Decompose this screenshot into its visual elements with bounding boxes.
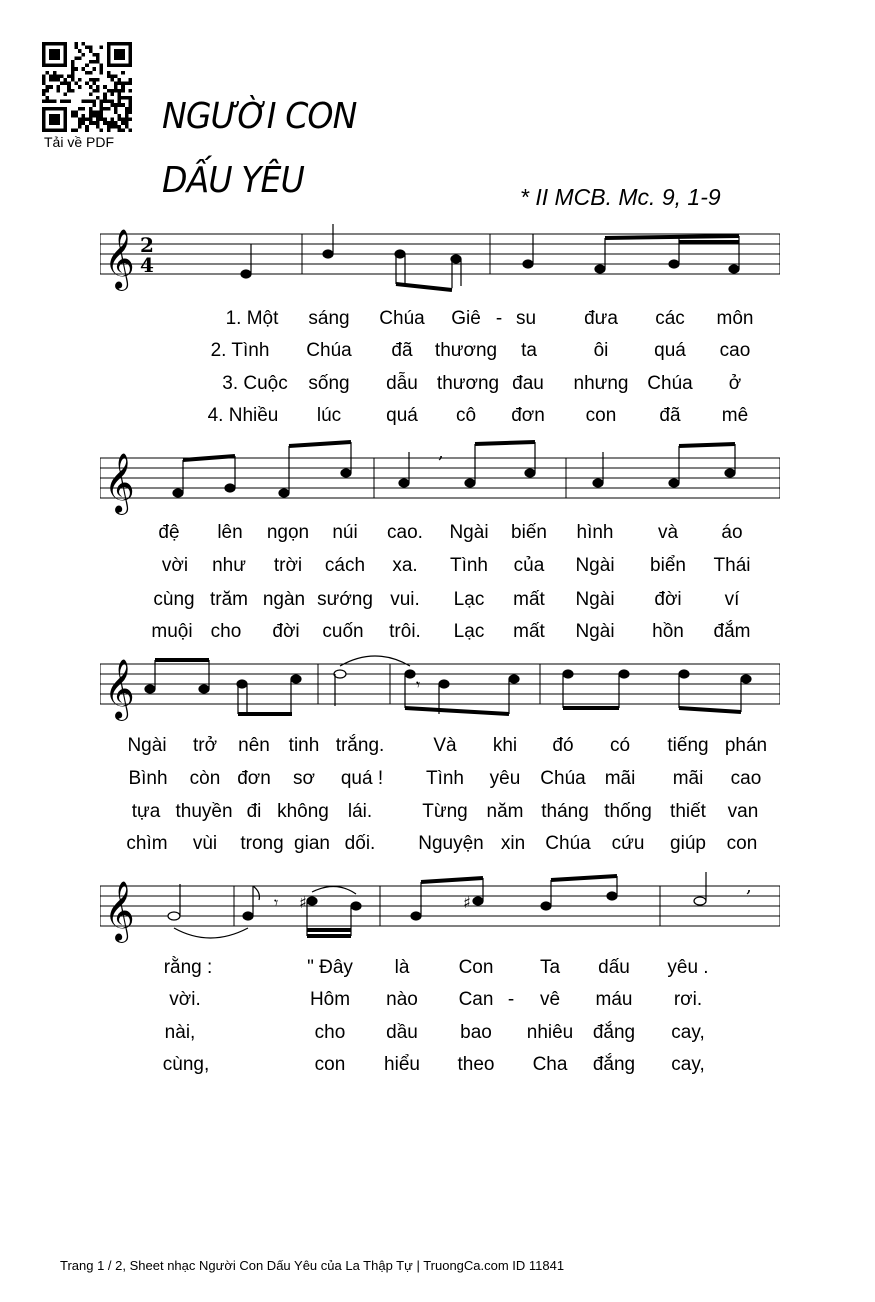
staff-system-3 [100, 650, 780, 730]
note [725, 469, 735, 477]
lyric-syllable: Chúa [379, 308, 425, 329]
lyric-syllable: đã [391, 340, 413, 361]
lyric-syllable: muội [151, 621, 193, 642]
lyric-syllable: đó [552, 735, 574, 756]
rest: 𝄾 [416, 675, 421, 694]
lyric-syllable: cho [314, 1022, 346, 1043]
lyric-syllable: đời [272, 621, 300, 642]
lyric-syllable: dầu [386, 1022, 418, 1043]
note [509, 675, 519, 683]
lyric-syllable: ngàn [262, 589, 306, 610]
lyric-syllable: có [609, 735, 631, 756]
note [741, 675, 751, 683]
breath-mark: , [438, 442, 444, 463]
lyric-syllable: cay, [671, 1022, 705, 1043]
qr-code[interactable] [42, 42, 132, 132]
lyric-syllable: 3. Cuộc [222, 373, 288, 394]
lyric-syllable: trắng. [335, 735, 385, 756]
lyric-syllable: đệ [158, 522, 180, 543]
lyric-syllable: Nguyện [418, 833, 484, 854]
lyric-syllable: biển [650, 555, 686, 576]
lyric-syllable: đi [246, 801, 262, 822]
lyric-syllable: trở [192, 735, 218, 756]
note [525, 469, 535, 477]
lyric-syllable: chìm [126, 833, 168, 854]
lyric-syllable: " Đây [307, 957, 353, 978]
lyrics-system-4-verse-1 [0, 957, 875, 987]
note [669, 479, 679, 487]
lyric-syllable: yêu . [667, 957, 709, 978]
lyric-syllable: và [657, 522, 679, 543]
lyric-syllable: Chúa [545, 833, 591, 854]
lyric-syllable: dối. [344, 833, 376, 854]
note [669, 260, 679, 268]
lyric-syllable: Lạc [453, 589, 485, 610]
lyric-syllable: thuyền [175, 801, 233, 822]
lyric-syllable: cách [324, 555, 366, 576]
lyric-syllable: mất [513, 621, 545, 642]
lyric-syllable: yêu [489, 768, 521, 789]
lyric-syllable: xa. [392, 555, 418, 576]
lyric-syllable: tháng [541, 801, 589, 822]
lyric-syllable: dấu [598, 957, 630, 978]
lyric-syllable: trời [273, 555, 303, 576]
lyrics-system-2-verse-4 [0, 621, 875, 651]
staff-system-4 [100, 872, 780, 952]
treble-clef: 𝄞 [104, 659, 135, 719]
lyric-syllable: đắng [592, 1022, 636, 1043]
lyric-syllable: cho [210, 621, 242, 642]
note [563, 670, 573, 678]
lyric-syllable: hiểu [384, 1054, 420, 1075]
lyric-syllable: quá ! [340, 768, 384, 789]
lyric-syllable: vê [539, 989, 561, 1010]
time-signature-bottom: 4 [140, 253, 154, 277]
lyrics-system-1-verse-4 [0, 405, 875, 435]
lyric-syllable: cay, [671, 1054, 705, 1075]
lyric-syllable: như [212, 555, 246, 576]
note [729, 265, 739, 273]
lyric-syllable: bao [460, 1022, 492, 1043]
lyric-syllable: Ngài [575, 555, 615, 576]
treble-clef: 𝄞 [104, 229, 135, 289]
lyric-syllable: phán [724, 735, 768, 756]
lyric-syllable: Giê [451, 308, 481, 329]
lyric-syllable: lên [217, 522, 243, 543]
lyric-syllable: Thái [713, 555, 751, 576]
time-signature-top: 2 [140, 233, 154, 257]
note [465, 479, 475, 487]
lyric-syllable: đơn [511, 405, 545, 426]
lyric-syllable: Chúa [540, 768, 586, 789]
lyric-syllable: không [277, 801, 329, 822]
note [595, 265, 605, 273]
lyric-syllable: ví [724, 589, 740, 610]
lyric-syllable: vời [161, 555, 189, 576]
lyric-syllable: Ta [539, 957, 561, 978]
lyric-syllable: cô [455, 405, 477, 426]
lyric-syllable: thống [604, 801, 652, 822]
lyric-syllable: tiếng [667, 735, 709, 756]
lyric-syllable: cao [730, 768, 762, 789]
lyric-syllable: Từng [422, 801, 468, 822]
lyric-syllable: 2. Tình [210, 340, 270, 361]
lyrics-system-3-verse-4 [0, 833, 875, 863]
scripture-reference: * II MCB. Mc. 9, 1-9 [520, 184, 721, 210]
lyric-syllable: cùng [153, 589, 195, 610]
lyric-syllable: môn [716, 308, 754, 329]
note [334, 670, 346, 678]
lyric-syllable: sướng [317, 589, 373, 610]
lyric-syllable: còn [189, 768, 221, 789]
lyric-syllable: mất [513, 589, 545, 610]
lyric-syllable: Ngài [449, 522, 489, 543]
lyric-syllable: Ngài [575, 589, 615, 610]
note [619, 670, 629, 678]
lyric-syllable: đời [654, 589, 682, 610]
lyric-syllable: biến [511, 522, 547, 543]
lyric-syllable: vui. [390, 589, 420, 610]
lyrics-system-4-verse-3 [0, 1022, 875, 1052]
lyric-syllable: Con [458, 957, 494, 978]
lyric-syllable: áo [721, 522, 743, 543]
lyric-syllable: con [585, 405, 617, 426]
lyric-syllable: đau [512, 373, 544, 394]
lyric-syllable: con [314, 1054, 346, 1075]
lyric-syllable: dẫu [386, 373, 418, 394]
lyric-syllable: rơi. [673, 989, 703, 1010]
lyric-syllable: nhưng [573, 373, 629, 394]
lyric-syllable: nhiêu [526, 1022, 574, 1043]
breath-mark: , [746, 876, 752, 897]
lyric-syllable: Lạc [453, 621, 485, 642]
lyric-syllable: cùng, [162, 1054, 210, 1075]
lyric-syllable: tựa [131, 801, 161, 822]
lyric-syllable: máu [595, 989, 633, 1010]
lyric-syllable: vùi [192, 833, 218, 854]
song-title-line-2: DẤU YÊU [162, 160, 304, 201]
note [439, 680, 449, 688]
lyric-syllable: Ngài [127, 735, 167, 756]
note [405, 670, 415, 678]
lyric-syllable: rằng : [163, 957, 213, 978]
note [199, 685, 209, 693]
lyric-syllable: gian [294, 833, 330, 854]
lyric-syllable: Can [458, 989, 494, 1010]
staff-system-2 [100, 436, 780, 516]
lyric-syllable: hình [576, 522, 614, 543]
rest: 𝄾 [274, 893, 279, 912]
qr-caption[interactable]: Tải về PDF [44, 134, 115, 150]
lyric-syllable: cứu [611, 833, 645, 854]
lyric-syllable: thiết [670, 801, 706, 822]
note [279, 489, 289, 497]
page-footer: Trang 1 / 2, Sheet nhạc Người Con Dấu Yêu của La Thập Tự | TruongCa.com ID 11841 [60, 1258, 565, 1273]
lyric-syllable: đắng [592, 1054, 636, 1075]
lyric-syllable: van [727, 801, 759, 822]
lyric-syllable: quá [386, 405, 418, 426]
lyric-syllable: ở [728, 373, 742, 394]
lyrics-system-3-verse-3 [0, 801, 875, 831]
lyrics-system-2-verse-1 [0, 522, 875, 552]
note [679, 670, 689, 678]
lyric-syllable: năm [486, 801, 524, 822]
tie [174, 928, 248, 938]
lyric-syllable: cuốn [322, 621, 364, 642]
lyrics-system-2-verse-2 [0, 555, 875, 585]
lyric-syllable: cao [719, 340, 751, 361]
sharp: ♯ [463, 893, 471, 912]
lyric-syllable: đã [659, 405, 681, 426]
note [291, 675, 301, 683]
lyric-syllable: vời. [169, 989, 201, 1010]
lyrics-system-2-verse-3 [0, 589, 875, 619]
lyric-syllable: Tình [449, 555, 489, 576]
lyric-syllable: Chúa [647, 373, 693, 394]
staff-system-1 [100, 220, 780, 300]
note [607, 892, 617, 900]
lyric-syllable: nào [386, 989, 418, 1010]
lyric-syllable: của [513, 555, 545, 576]
lyrics-system-3-verse-1 [0, 735, 875, 765]
lyric-syllable: đưa [584, 308, 618, 329]
sharp: ♯ [299, 893, 307, 912]
note [323, 250, 333, 258]
lyric-syllable: Chúa [306, 340, 352, 361]
note [541, 902, 551, 910]
note [593, 479, 603, 487]
note [225, 484, 235, 492]
treble-clef: 𝄞 [104, 453, 135, 513]
lyric-syllable: sáng [308, 308, 350, 329]
treble-clef: 𝄞 [104, 881, 135, 941]
lyric-syllable: quá [654, 340, 686, 361]
lyrics-system-4-verse-4 [0, 1054, 875, 1084]
note [168, 912, 180, 920]
slur [312, 886, 356, 894]
lyric-syllable: ngọn [266, 522, 310, 543]
note [351, 902, 361, 910]
note [145, 685, 155, 693]
lyric-syllable: mãi [604, 768, 636, 789]
lyric-syllable: đơn [237, 768, 271, 789]
note [399, 479, 409, 487]
note [473, 897, 483, 905]
note [694, 897, 706, 905]
lyric-syllable: lúc [316, 405, 342, 426]
note [523, 260, 533, 268]
lyric-syllable: xin [500, 833, 526, 854]
lyric-syllable: là [394, 957, 410, 978]
lyric-syllable: mê [721, 405, 749, 426]
lyrics-system-3-verse-2 [0, 768, 875, 798]
lyric-syllable: ôi [593, 340, 609, 361]
song-title-line-1: NGƯỜI CON [162, 96, 357, 137]
lyric-syllable: tinh [288, 735, 320, 756]
lyric-syllable: sơ [293, 768, 315, 789]
lyric-syllable: sống [308, 373, 350, 394]
lyric-syllable: các [655, 308, 685, 329]
lyric-syllable: đắm [713, 621, 751, 642]
lyric-syllable: thương [436, 373, 500, 394]
lyric-syllable: Tình [425, 768, 465, 789]
lyric-syllable: trong [240, 833, 284, 854]
lyric-syllable: Cha [532, 1054, 568, 1075]
lyric-syllable: nên [238, 735, 270, 756]
lyric-syllable: hồn [652, 621, 684, 642]
note [341, 469, 351, 477]
lyric-syllable: Hôm [309, 989, 351, 1010]
lyric-syllable: - [507, 989, 515, 1010]
lyric-syllable: Ngài [575, 621, 615, 642]
lyric-syllable: mãi [672, 768, 704, 789]
note [411, 912, 421, 920]
lyric-syllable: con [726, 833, 758, 854]
lyrics-system-4-verse-2 [0, 989, 875, 1019]
lyrics-system-1-verse-1 [0, 308, 875, 338]
lyrics-system-1-verse-2 [0, 340, 875, 370]
lyric-syllable: khi [492, 735, 518, 756]
lyric-syllable: theo [457, 1054, 495, 1075]
lyric-syllable: thương [434, 340, 498, 361]
lyric-syllable: 1. Một [225, 308, 279, 329]
lyric-syllable: núi [332, 522, 358, 543]
lyric-syllable: - [495, 308, 503, 329]
note [307, 897, 317, 905]
lyric-syllable: Và [433, 735, 457, 756]
lyric-syllable: su [515, 308, 537, 329]
lyric-syllable: nài, [164, 1022, 196, 1043]
lyrics-system-1-verse-3 [0, 373, 875, 403]
lyric-syllable: lái. [347, 801, 373, 822]
lyric-syllable: Bình [128, 768, 168, 789]
lyric-syllable: cao. [387, 522, 423, 543]
note [243, 912, 253, 920]
lyric-syllable: trôi. [389, 621, 421, 642]
note [173, 489, 183, 497]
note [241, 270, 251, 278]
lyric-syllable: 4. Nhiều [207, 405, 279, 426]
lyric-syllable: giúp [670, 833, 706, 854]
lyric-syllable: trăm [210, 589, 248, 610]
lyric-syllable: ta [521, 340, 537, 361]
